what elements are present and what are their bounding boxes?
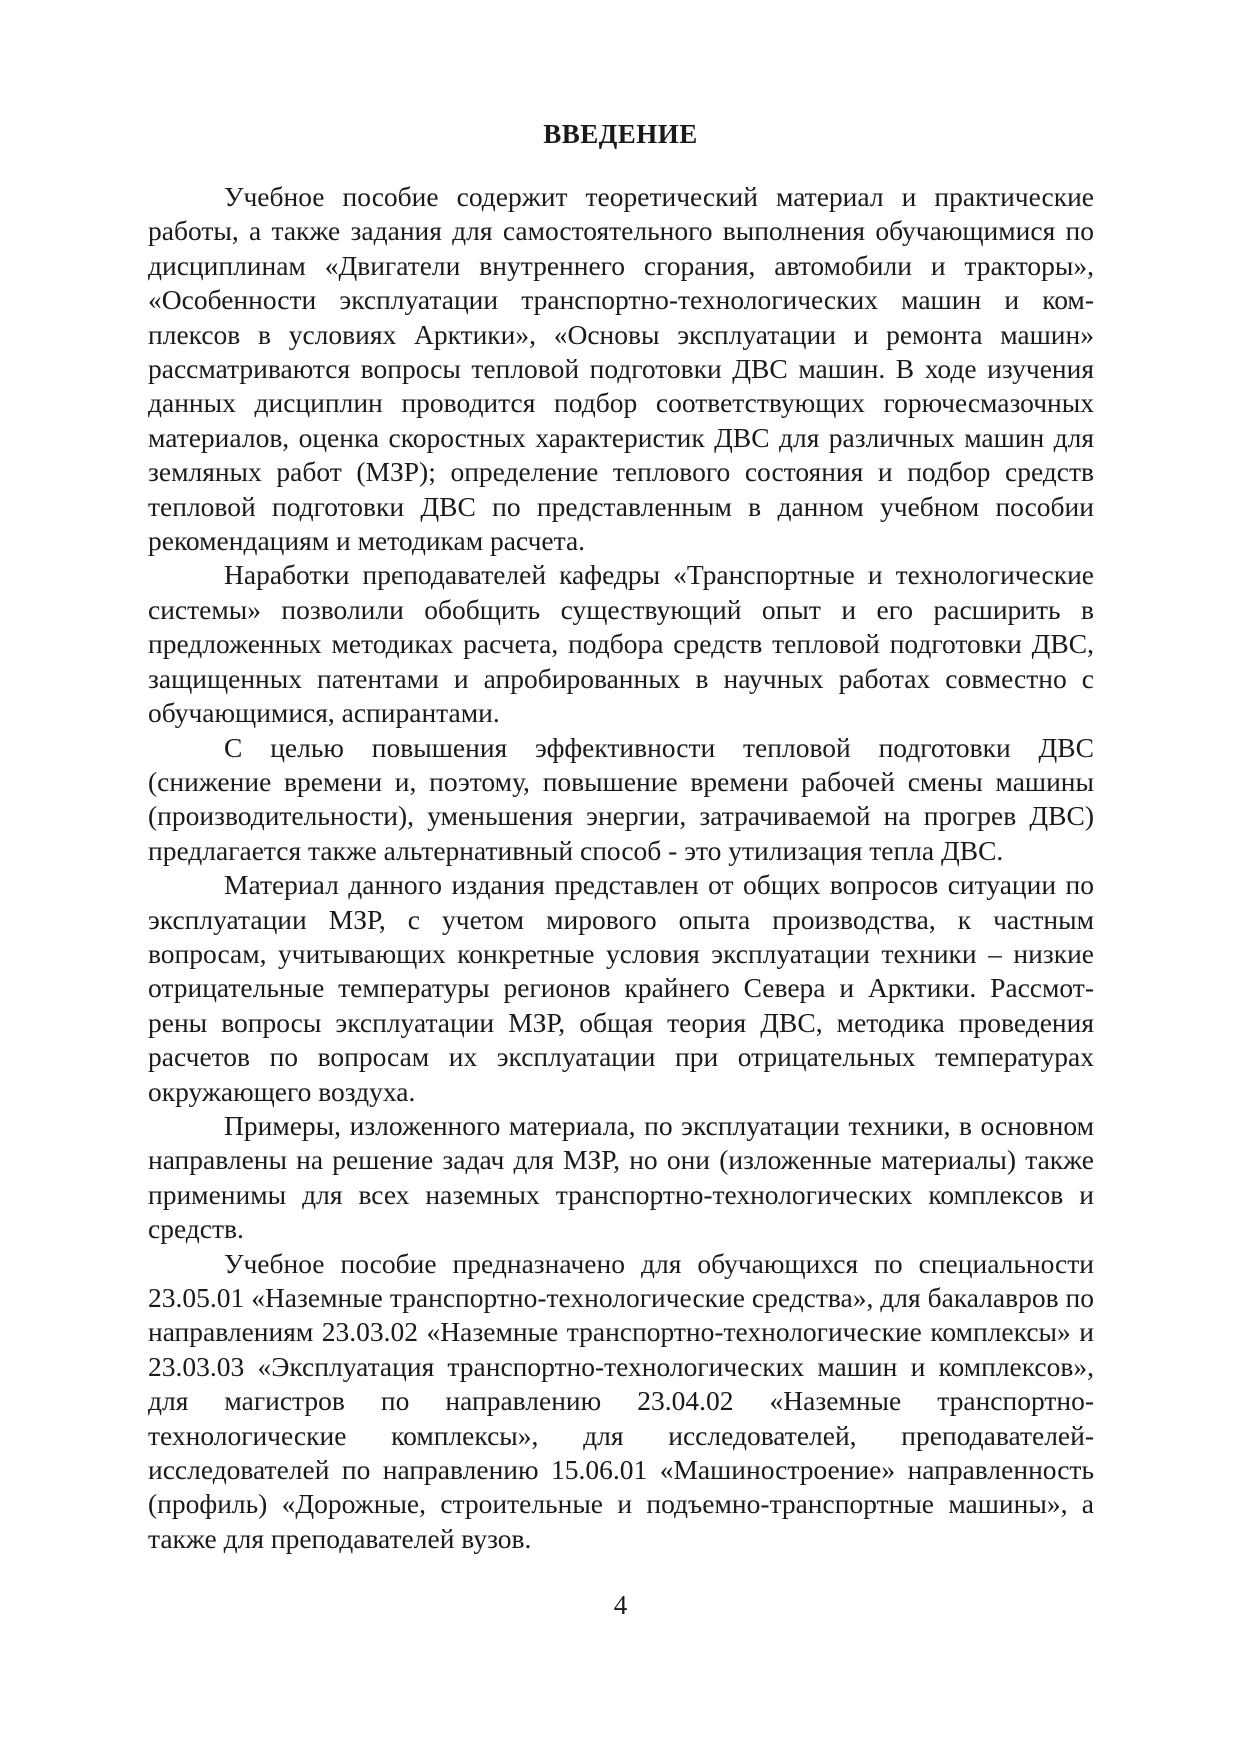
section-heading: ВВЕДЕНИЕ — [543, 119, 698, 149]
paragraph-3: С целью повышения эффективности тепловой подготовки ДВС (снижение времени и, поэтому, повышение времени рабочей смены машины (производительности), уменьшения энергии, затрачиваемой на прогрев ДВС) предлагается также альтернативный способ - это утилизация тепла ДВС. — [148, 731, 1094, 866]
paragraph-2: Наработки преподавателей кафедры «Транспортные и технологические системы» позволили обобщить существующий опыт и его расширить в предложенных методиках расчета, подбора средств тепловой подготовки ДВС, защищенных патентами и апробированных в научных работах совместно с обучающимися, аспирантами. — [148, 559, 1094, 729]
paragraph-5: Примеры, изложенного материала, по эксплуатации техники, в основном направлены на решение задач для МЗР, но они (изложенные материалы) также применимы для всех наземных транспортно-технологических комплексов и средств. — [148, 1109, 1094, 1245]
body-text — [148, 180, 1094, 1556]
page-number: 4 — [613, 1590, 628, 1620]
paragraph-6: Учебное пособие предназначено для обучающихся по специальности 23.05.01 «Наземные транспортно-технологические средства», для бакалавров по направлениям 23.03.02 «Наземные транспортно-технологические комплексы» и 23.03.03 «Эксплуатация транспортно-технологических машин и комплексов», для магистров по направлению 23.04.02 «Наземные транспортно-технологические комплексы», для исследователей, преподавателей-исследователей по направлению 15.06.01 «Машиностроение» направленность (профиль) «Дорожные, строительные и подъемно-транспортные машины», а также для преподавателей вузов. — [148, 1247, 1094, 1554]
paragraph-4: Материал данного издания представлен от общих вопросов ситуации по эксплуатации МЗР, с учетом мирового опыта производства, к частным вопросам, учитывающих конкретные условия эксплуатации техники – низкие отрицательные температуры регионов крайнего Севера и Арктики. Рассмотрены вопросы эксплуатации МЗР, общая теория ДВС, методика проведения расчетов по вопросам их эксплуатации при отрицательных температурах окружающего воздуха. — [148, 869, 1094, 1107]
paragraph-1: Учебное пособие содержит теоретический материал и практические работы, а также задания для самостоятельного выполнения обучающимися по дисциплинам «Двигатели внутреннего сгорания, автомобили и тракторы», «Особенности эксплуатации транспортно-технологических машин и комплексов в условиях Арктики», «Основы эксплуатации и ремонта машин» рассматриваются вопросы тепловой подготовки ДВС машин. В ходе изучения данных дисциплин проводится подбор соответствующих горючесмазочных материалов, оценка скоростных характеристик ДВС для различных машин для земляных работ (МЗР); определение теплового состояния и подбор средств тепловой подготовки ДВС по представленным в данном учебном пособии рекомендациям и методикам расчета. — [148, 181, 1094, 557]
